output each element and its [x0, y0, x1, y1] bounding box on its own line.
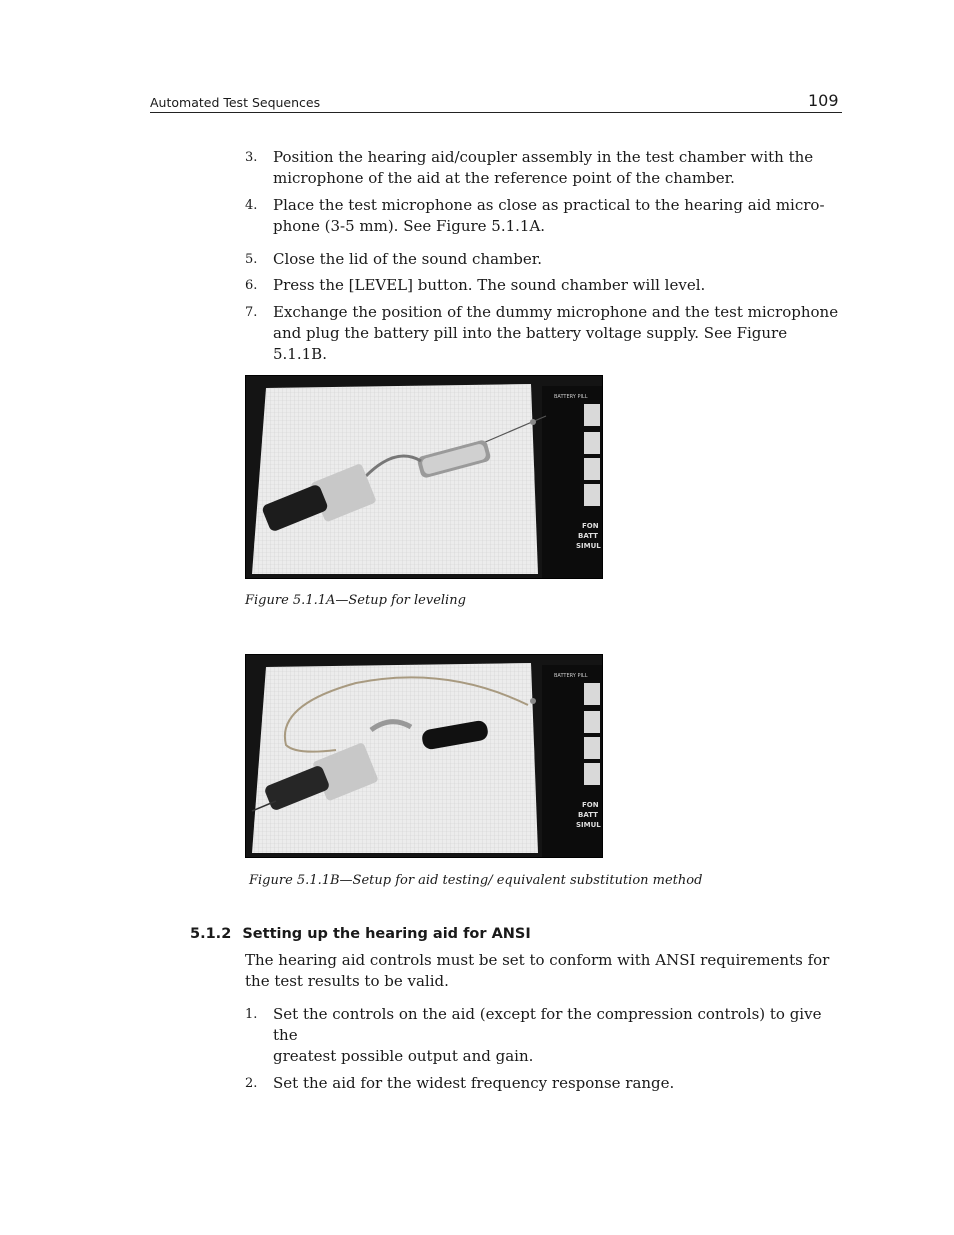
- step-number: 4.: [245, 198, 258, 213]
- step-text-line: microphone of the aid at the reference point of the chamber.: [273, 169, 735, 187]
- list-item: [245, 275, 845, 296]
- panel-label: SIMUL: [576, 542, 601, 550]
- step-number: 6.: [245, 278, 258, 293]
- step-text-line: Set the aid for the widest frequency response range.: [273, 1074, 675, 1092]
- list-item: [245, 1073, 845, 1094]
- step-text-line: greatest possible output and gain.: [273, 1047, 534, 1065]
- step-number: 7.: [245, 305, 258, 320]
- section-intro: [245, 950, 841, 992]
- list-item: [245, 302, 845, 365]
- list-item: [245, 249, 845, 270]
- step-text-line: phone (3-5 mm). See Figure 5.1.1A.: [273, 217, 546, 235]
- step-number: 2.: [245, 1076, 258, 1091]
- running-header: Automated Test Sequences: [150, 95, 321, 110]
- figure-caption: Figure 5.1.1B—Setup for aid testing/ equivalent substitution method: [249, 873, 703, 888]
- panel-label: FON: [582, 801, 599, 809]
- step-text-line: and plug the battery pill into the battery voltage supply. See Figure 5.1.1B.: [273, 324, 788, 363]
- step-text-line: Exchange the position of the dummy microphone and the test microphone: [273, 303, 839, 321]
- list-item: [245, 1004, 845, 1067]
- figure-5-1-1a-photo: [245, 375, 603, 579]
- panel-label: SIMUL: [576, 821, 601, 829]
- list-item: [245, 147, 845, 189]
- section-number: 5.1.2: [190, 926, 232, 942]
- step-number: 3.: [245, 150, 258, 165]
- panel-label: BATT: [578, 811, 598, 819]
- section-title: Setting up the hearing aid for ANSI: [242, 926, 531, 942]
- step-number: 1.: [245, 1007, 258, 1022]
- section-heading: [190, 926, 531, 942]
- panel-label: FON: [582, 522, 599, 530]
- step-number: 5.: [245, 252, 258, 267]
- steps-list-bottom: [245, 1004, 845, 1094]
- step-text-line: Set the controls on the aid (except for the compression controls) to give the: [273, 1005, 822, 1044]
- header-rule: [150, 112, 842, 113]
- paragraph-line: The hearing aid controls must be set to conform with ANSI requirements for: [245, 951, 830, 969]
- step-text-line: Position the hearing aid/coupler assembly in the test chamber with the: [273, 148, 814, 166]
- paragraph-line: the test results to be valid.: [245, 972, 449, 990]
- panel-label: BATTERY PILL: [554, 394, 588, 400]
- figure-caption: Figure 5.1.1A—Setup for leveling: [245, 593, 466, 608]
- page-number: 109: [808, 91, 839, 110]
- step-text-line: Press the [LEVEL] button. The sound chamber will level.: [273, 276, 706, 294]
- step-text-line: Close the lid of the sound chamber.: [273, 250, 543, 268]
- steps-list-top: [245, 147, 845, 237]
- setup-aid-testing-illustration: [246, 655, 602, 857]
- list-item: [245, 195, 845, 237]
- panel-label: BATTERY PILL: [554, 673, 588, 679]
- setup-leveling-illustration: [246, 376, 602, 578]
- figure-5-1-1b-photo: [245, 654, 603, 858]
- step-text-line: Place the test microphone as close as practical to the hearing aid micro-: [273, 196, 825, 214]
- panel-label: BATT: [578, 532, 598, 540]
- steps-list-mid: [245, 249, 845, 365]
